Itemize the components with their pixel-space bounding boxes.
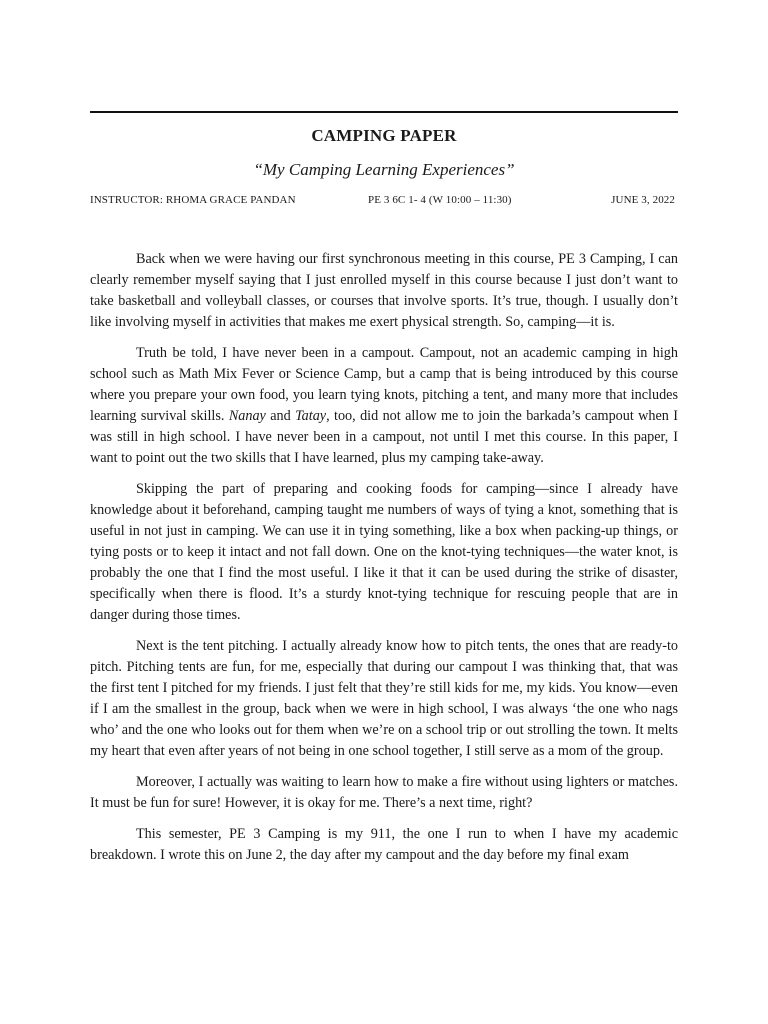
top-rule <box>90 111 678 113</box>
body-paragraph <box>90 343 678 469</box>
document-body <box>90 249 678 876</box>
body-paragraph <box>90 249 678 333</box>
paragraph-text: and <box>265 408 296 424</box>
body-paragraph <box>90 772 678 814</box>
course-schedule: PE 3 6C 1- 4 (W 10:00 – 11:30) <box>368 194 512 206</box>
emphasized-text: Tatay <box>295 408 327 424</box>
body-paragraph <box>90 479 678 626</box>
instructor-line: INSTRUCTOR: RHOMA GRACE PANDAN <box>90 194 296 206</box>
paragraph-text: Skipping the part of preparing and cooking foods for camping—since I already have knowledge about it beforehand, camping taught me numbers of ways of tying a knot, something that is useful in not just in camping. We can use it in tying something, like a box when packing-up things, or tying posts or to keep it intact and not fall down. One on the knot-tying techniques—the water knot, is probably the one that I find the most useful. I like it that it can be used during the strike of disaster, specifically when there is flood. It’s a sturdy knot-tying technique for rescuing people that are in danger during those times. <box>90 481 678 623</box>
emphasized-text: Nanay <box>228 408 266 424</box>
paragraph-text: Back when we were having our first synchronous meeting in this course, PE 3 Camping, I can clearly remember myself saying that I just enrolled myself in this course because I just don’t want to take basketball and volleyball classes, or courses that involve sports. It’s true, though. I usually don’t like involving myself in activities that makes me exert physical strength. So, camping—it is. <box>90 251 678 330</box>
body-paragraph <box>90 824 678 866</box>
document-title: CAMPING PAPER <box>311 126 457 145</box>
paragraph-text: Moreover, I actually was waiting to learn how to make a fire without using lighters or matches. It must be fun for sure! However, it is okay for me. There’s a next time, right? <box>90 774 678 811</box>
paragraph-text: , too, did not allow me to join the barkada’s campout when I was still in high school. I have never been in a campout, not until I met this course. In this paper, I want to point out the two skills that I have learned, plus my camping take-away. <box>90 408 678 466</box>
paragraph-text: Truth be told, I have never been in a campout. Campout, not an academic camping in high school such as Math Mix Fever or Science Camp, but a camp that is being introduced by this course where you prepare your own food, you learn tying knots, pitching a tent, and many more that includes learning survival skills. <box>90 345 678 424</box>
paragraph-text: This semester, PE 3 Camping is my 911, the one I run to when I have my academic breakdown. I wrote this on June 2, the day after my campout and the day before my final exam <box>90 826 678 863</box>
document-subtitle: “My Camping Learning Experiences” <box>253 160 515 179</box>
body-paragraph <box>90 636 678 762</box>
document-date: JUNE 3, 2022 <box>611 194 675 206</box>
paragraph-text: Next is the tent pitching. I actually already know how to pitch tents, the ones that are ready-to pitch. Pitching tents are fun, for me, especially that during our campout I was thinking that, that was the first tent I pitched for my friends. I just felt that they’re still kids for me, my kids. You know—even if I am the smallest in the group, back when we were in high school, I was always ‘the one who nags who’ and the one who looks out for them when we’re on a school trip or out strolling the town. It melts my heart that even after years of not being in one school together, I still serve as a mom of the group. <box>90 638 678 759</box>
